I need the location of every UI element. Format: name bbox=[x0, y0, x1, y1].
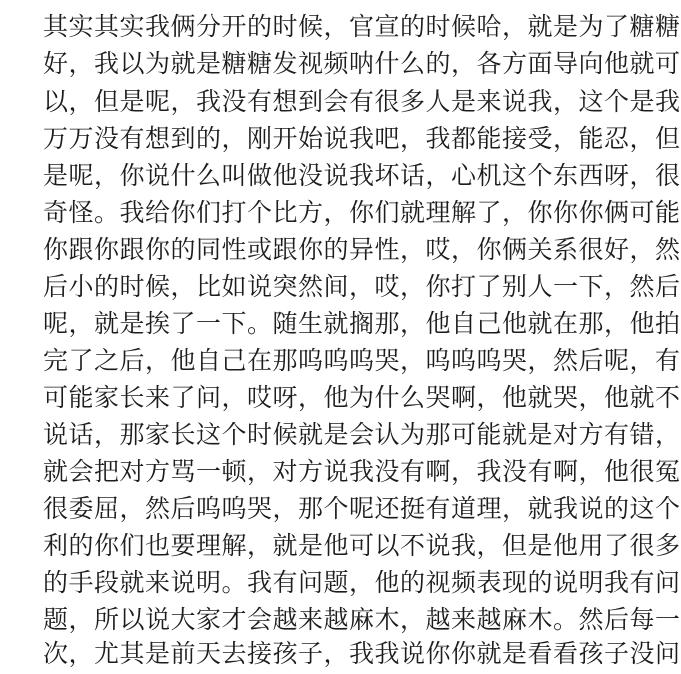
text-line-12: 说话，那家长这个时候就是会认为那可能就是对方有错， bbox=[43, 420, 681, 449]
text-line-9: 呢，就是挨了一下。随生就搁那，他自己他就在那，他拍 bbox=[43, 309, 681, 338]
text-line-8: 后小的时候，比如说突然间，哎，你打了别人一下，然后 bbox=[43, 272, 681, 301]
text-line-5: 是呢，你说什么叫做他没说我坏话，心机这个东西呀，很 bbox=[43, 161, 681, 190]
text-line-6: 奇怪。我给你们打个比方，你们就理解了，你你你俩可能 bbox=[43, 198, 681, 227]
text-line-10: 完了之后，他自己在那呜呜呜哭，呜呜呜哭，然后呢，有 bbox=[43, 346, 681, 375]
text-line-17: 题，所以说大家才会越来越麻木，越来越麻木。然后每一 bbox=[43, 605, 681, 634]
text-line-16: 的手段就来说明。我有问题，他的视频表现的说明我有问 bbox=[43, 568, 681, 597]
text-line-1: 其实其实我俩分开的时候，官宣的时候哈，就是为了糖糖 bbox=[43, 12, 681, 41]
text-line-3: 以，但是呢，我没有想到会有很多人是来说我，这个是我 bbox=[43, 87, 681, 116]
text-line-7: 你跟你跟你的同性或跟你的异性，哎，你俩关系很好，然 bbox=[43, 235, 681, 264]
text-line-4: 万万没有想到的，刚开始说我吧，我都能接受，能忍，但 bbox=[43, 124, 681, 153]
text-line-18: 次，尤其是前天去接孩子，我我说你你就是看看孩子没问 bbox=[43, 639, 681, 668]
text-line-2: 好，我以为就是糖糖发视频呐什么的，各方面导向他就可 bbox=[43, 49, 681, 78]
text-line-15: 利的你们也要理解，就是他可以不说我，但是他用了很多 bbox=[43, 531, 681, 560]
text-line-13: 就会把对方骂一顿，对方说我没有啊，我没有啊，他很冤 bbox=[43, 457, 681, 486]
text-line-11: 可能家长来了问，哎呀，他为什么哭啊，他就哭，他就不 bbox=[43, 383, 681, 412]
text-line-14: 很委屈，然后呜呜哭，那个呢还挺有道理，就我说的这个 bbox=[43, 494, 681, 523]
